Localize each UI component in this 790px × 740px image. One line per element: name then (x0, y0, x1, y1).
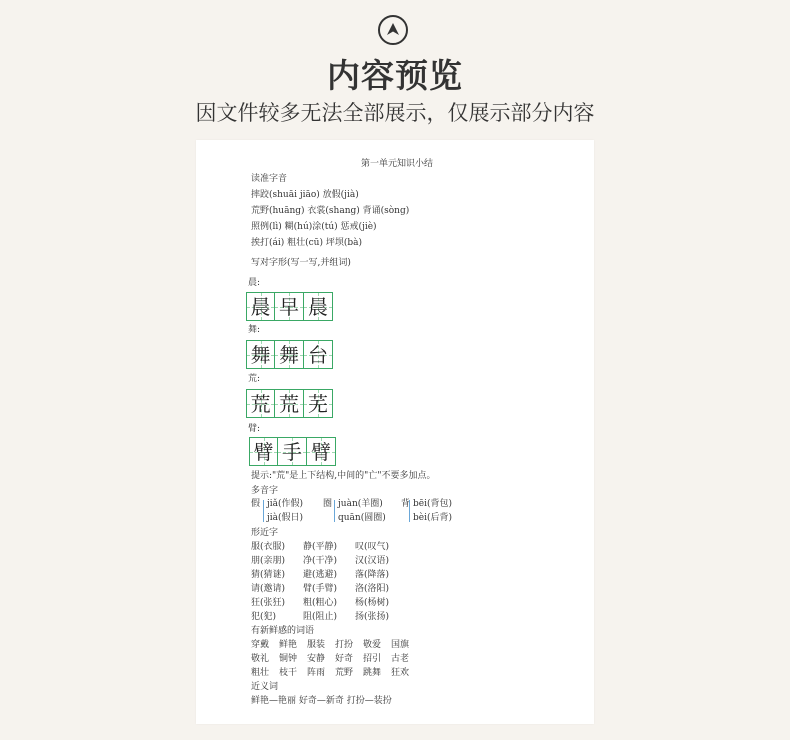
read-line: 挨打(ái) 粗壮(cū) 坪坝(bà) (251, 238, 362, 248)
fresh-row: 穿戴 鲜艳 服装 打扮 敬爱 国旗 (251, 640, 410, 650)
group-label: 荒: (248, 374, 261, 384)
poly-reading: bēi(背包) (413, 499, 452, 509)
poly-char: 背 (401, 499, 411, 509)
read-line: 荒野(huāng) 衣裳(shang) 背诵(sòng) (251, 206, 410, 216)
grid-cell: 臂 (307, 437, 336, 466)
similar-row: 请(邀请) 臂(手臂) 洛(洛阳) (251, 584, 390, 594)
grid-cell: 舞 (246, 340, 275, 369)
poly-reading: bèi(后背) (413, 513, 452, 523)
fresh-row: 粗壮 枝干 阵雨 荒野 跳舞 狂欢 (251, 668, 410, 678)
similar-heading: 形近字 (251, 528, 279, 538)
poly-char: 假 (251, 499, 261, 509)
fresh-row: 敬礼 铜钟 安静 好奇 招引 古老 (251, 654, 410, 664)
grid-cell: 舞 (275, 340, 304, 369)
group-label: 晨: (248, 278, 261, 288)
grid-cell: 荒 (275, 389, 304, 418)
grid-cell: 芜 (304, 389, 333, 418)
grid-cell: 台 (304, 340, 333, 369)
similar-row: 朋(亲朋) 净(干净) 汉(汉语) (251, 556, 390, 566)
writing-grid (249, 437, 336, 466)
poly-reading: jiǎ(作假) (267, 499, 304, 509)
page-subtitle: 因文件较多无法全部展示，仅展示部分内容 (195, 101, 595, 125)
grid-cell: 手 (278, 437, 307, 466)
writing-grid (246, 292, 333, 321)
similar-row: 犯(犯) 阻(阻止) 扬(张扬) (251, 612, 390, 622)
similar-row: 服(衣服) 静(平静) 叹(叹气) (251, 542, 390, 552)
read-line: 摔跤(shuāi jiāo) 放假(jià) (251, 190, 359, 200)
write-heading: 写对字形(写一写,并组词) (251, 258, 351, 268)
circled-up-arrow-icon (378, 15, 408, 45)
poly-reading: quān(圆圈) (338, 513, 386, 523)
document-preview (196, 140, 594, 724)
group-label: 臂: (248, 424, 261, 434)
read-heading: 读准字音 (251, 174, 288, 184)
grid-cell: 晨 (246, 292, 275, 321)
writing-grid (246, 389, 333, 418)
poly-char: 圈 (323, 499, 333, 509)
grid-cell: 早 (275, 292, 304, 321)
document-title: 第一单元知识小结 (361, 159, 434, 169)
page-title: 内容预览 (327, 56, 463, 95)
fresh-heading: 有新鲜感的词语 (251, 626, 315, 636)
grid-cell: 荒 (246, 389, 275, 418)
similar-row: 狂(张狂) 粗(粗心) 杨(杨树) (251, 598, 390, 608)
similar-row: 猜(猜谜) 避(逃避) 落(降落) (251, 570, 390, 580)
writing-grid (246, 340, 333, 369)
poly-reading: juàn(羊圈) (338, 499, 383, 509)
preview-header (0, 0, 790, 135)
poly-reading: jià(假日) (267, 513, 304, 523)
grid-cell: 晨 (304, 292, 333, 321)
tip-text: 提示:"荒"是上下结构,中间的"亡"不要多加点。 (251, 471, 436, 481)
group-label: 舞: (248, 325, 261, 335)
poly-heading: 多音字 (251, 486, 279, 496)
read-line: 照例(lì) 糊(hú)涂(tú) 惩戒(jiè) (251, 222, 377, 232)
synonym-line: 鲜艳—艳丽 好奇—新奇 打扮—装扮 (251, 696, 392, 706)
grid-cell: 臂 (249, 437, 278, 466)
synonym-heading: 近义词 (251, 682, 279, 692)
